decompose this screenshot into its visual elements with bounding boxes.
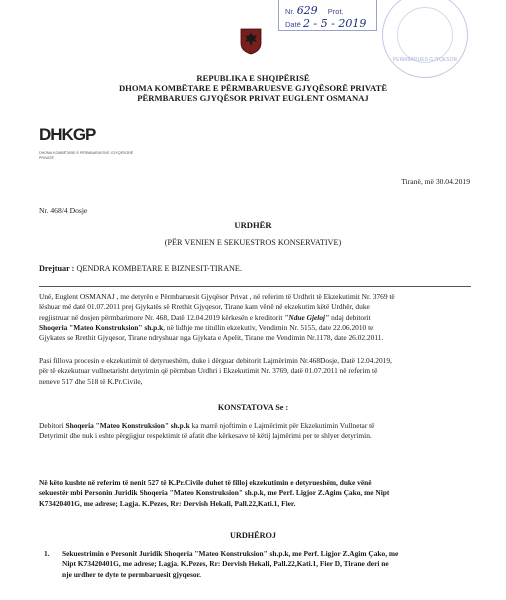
para4-line: sekuestër mbi Personin Juridik Shoqeria "Mateo Konstruksion" sh.p.k, me Perf. Ligjor Z.Agim Çako, me Nipt xyxy=(39,488,390,498)
para1-line xyxy=(39,313,471,323)
para3-line: Detyrimit dhe nuk i eshte përgjigjur respektimit të afatit dhe kërkesave të këtij lajmërimi per te shlyer detyrimin. xyxy=(39,431,372,441)
logo-text: DHKGP xyxy=(39,125,96,144)
document-title: URDHËR xyxy=(234,220,272,230)
item1-line: nje urdher te dyte te permbaruesit gjyqesor. xyxy=(62,569,201,579)
para3-line xyxy=(39,421,471,431)
addressee xyxy=(39,264,242,274)
paragraph-finding xyxy=(39,421,471,442)
para1-text: , në lidhje me titullin ekzekutiv, Vendimin Nr. 5155, date 22.06.2010 te xyxy=(163,322,374,332)
coat-of-arms-icon xyxy=(239,27,263,55)
para2-line: neneve 517 dhe 518 të K.Pr.Civile, xyxy=(39,376,143,386)
seal-inner-ring xyxy=(397,7,453,63)
para1-line xyxy=(39,323,471,333)
urdheroj-heading: URDHËROJ xyxy=(230,531,276,540)
para1-line: Gjykates se Rrethit Gjyqesor, Tirane ndryshuar nga Gjykata e Apelit, Tirane me Vendimin Nr.1178, date 26.02.2011. xyxy=(39,333,384,343)
item1-line: Nipt K73420401G, me adrese; Lagja. K.Pezes, Rr: Dervish Hekali, Pall.22,Kati.1, Fier D, Tirane deri ne xyxy=(62,559,389,569)
para1-line: Unë, Euglent OSMANAJ , me detyrën e Përmbaruesit Gjyqësor Privat , në referim të Urdhrit të Ekzekutimit Nr. 3769 të xyxy=(39,292,395,301)
item1-line: Sekuestrimin e Personit Juridik Shoqeria "Mateo Konstruksion" sh.p.k, me Perf. Ligjor Z.Agim Çako, me xyxy=(62,549,399,558)
order-item-1 xyxy=(62,549,471,580)
para4-line: Në këto kushte në referim të nenit 527 të K.Pr.Civile duhet të filloj ekzekutimin e detyrueshëm, duke vënë xyxy=(39,478,372,487)
para1-text: regjistruar në dosjen përmbarimore Nr. 468, Datë 12.04.2019 kërkesën e kreditorit xyxy=(39,312,285,322)
document-subtitle: (PËR VENIEN E SEKUESTROS KONSERVATIVE) xyxy=(164,238,342,247)
stamp-nr-value: 629 xyxy=(296,4,318,17)
place-date: Tiranë, më 30.04.2019 xyxy=(401,177,470,186)
stamp-prot-label: Prot. xyxy=(327,7,344,16)
stamp-date-value: 2 - 5 - 2019 xyxy=(302,17,367,30)
paragraph-intro xyxy=(39,292,471,343)
paragraph-process xyxy=(39,356,471,387)
chamber-logo xyxy=(39,119,139,164)
stamp-number-row xyxy=(285,4,344,17)
stamp-nr-label: Nr. xyxy=(285,7,295,16)
stamp-date-label: Datë xyxy=(285,20,301,29)
header-republic: REPUBLIKA E SHQIPËRISË xyxy=(196,73,310,83)
creditor-name: "Ndue Gjeloj" xyxy=(284,312,330,322)
para2-line: Pasi fillova procesin e ekzekutimit të detyrueshëm, duke i dërguar debitorit Lajmërimin Nr.468Dosje, Datë 12.04.2019, xyxy=(39,356,392,365)
konstatova-heading: KONSTATOVA Se : xyxy=(217,403,289,412)
registration-stamp xyxy=(278,0,377,31)
logo-subtitle: DHOMA KOMBËTARE E PËRMBARUESVE GJYQËSORË PRIVATË xyxy=(39,151,134,160)
para3-text: ka marrë njoftimin e Lajmërimit për Ekzekutimin Vullnetar të xyxy=(189,421,375,430)
para1-text: ndaj debitorit xyxy=(329,312,371,322)
addressee-value: QENDRA KOMBETARE E BIZNESIT-TIRANE. xyxy=(76,264,242,273)
item-number: 1. xyxy=(44,549,50,558)
para1-line: lëshuar më datë 01.07.2011 prej Gjykatës së Rrethit Gjyqesor, Tirane kam vënë në ekzekutim këtë Urdhër, duke xyxy=(39,302,370,312)
para3-text: Debitori xyxy=(39,421,66,430)
para4-line: K73420401G, me adrese; Lagja. K.Pezes, Rr: Dervish Hekali, Pall.22,Kati.1, Fier. xyxy=(39,498,296,508)
official-seal xyxy=(382,0,468,78)
divider xyxy=(39,286,471,287)
header-bailiff: PËRMBARUES GJYQËSOR PRIVAT EUGLENT OSMANAJ xyxy=(137,93,369,103)
stamp-date-row xyxy=(285,17,366,30)
debtor-name: Shoqeria "Mateo Konstruksion" sh.p.k xyxy=(65,421,190,430)
header-chamber: DHOMA KOMBËTARE E PËRMBARUESVE GJYQËSORË PRIVATË xyxy=(118,83,388,93)
seal-text: PERMBARUES GJYQESOR xyxy=(392,57,458,63)
file-number: Nr. 468/4 Dosje xyxy=(39,206,88,215)
para2-line: për të ekzekutuar vullnetarisht detyrimin që përmban Urdhri i Ekzekutimit Nr. 3769, datë 01.07.2011 në referim të xyxy=(39,366,378,376)
paragraph-decision xyxy=(39,478,471,509)
debtor-name: Shoqeria "Mateo Konstruksion" sh.p.k xyxy=(39,322,164,332)
addressee-label: Drejtuar : xyxy=(39,264,75,273)
